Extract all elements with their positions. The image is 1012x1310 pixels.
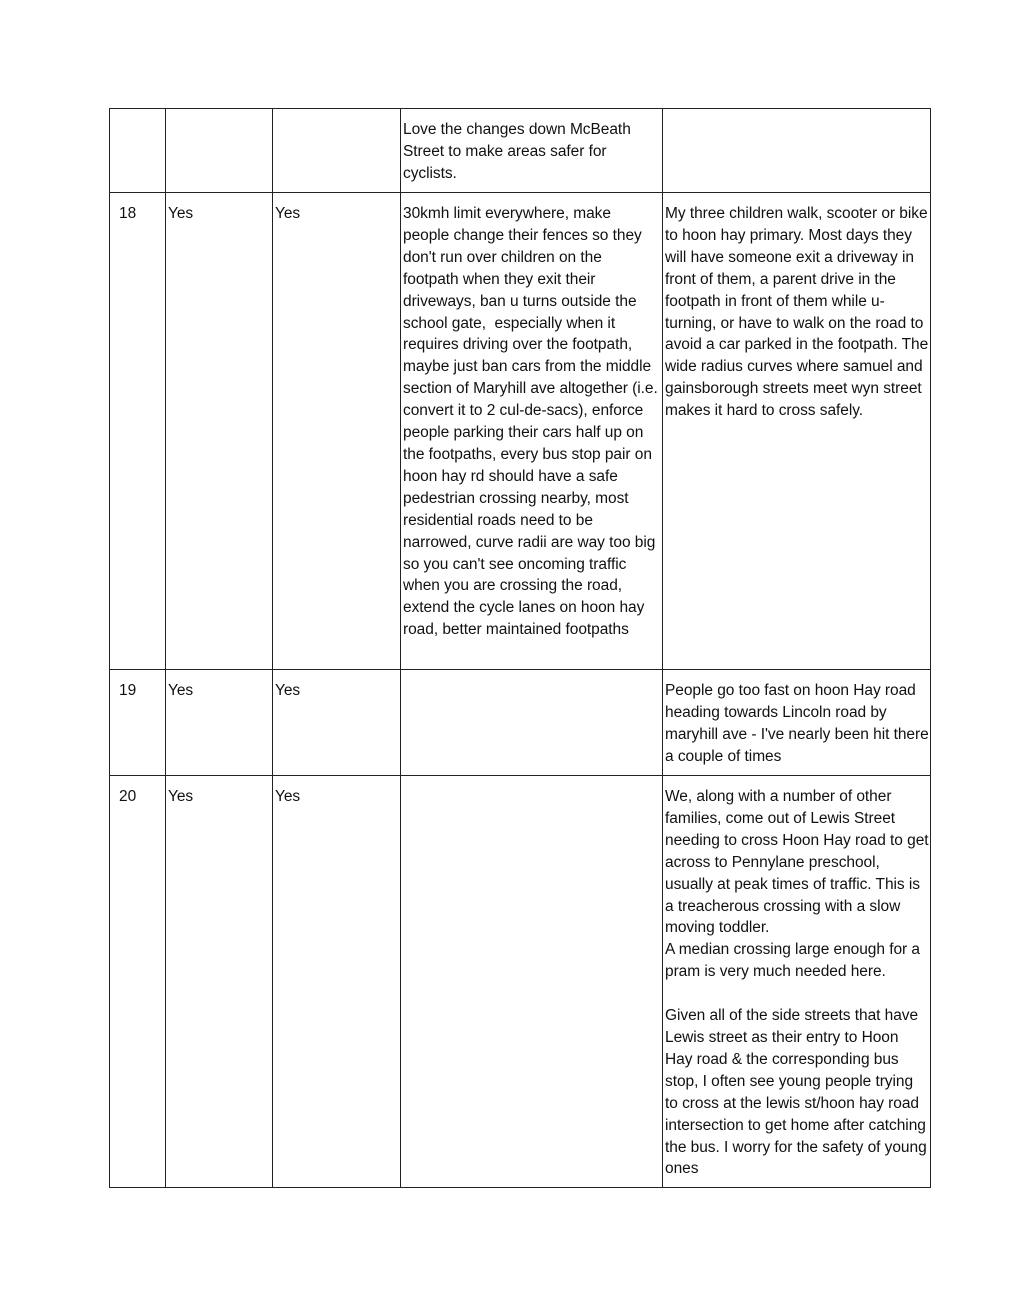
answer-a-cell: Yes (166, 776, 273, 1188)
answer-a-cell (166, 109, 273, 193)
suggestion-cell: Love the changes down McBeath Street to make areas safer for cyclists. (401, 109, 663, 193)
comment-cell: We, along with a number of other families, come out of Lewis Street needing to cross Hoon Hay road to get across to Pennylane preschool, usually at peak times of traffic. This is a treacherous crossing with a slow moving toddler. A median crossing large enough for a pram is very much needed here. Given all of the side streets that have Lewis street as their entry to Hoon Hay road & the corresponding bus stop, I often see young people trying to cross at the lewis st/hoon hay road intersection to get home after catching the bus. I worry for the safety of young ones (663, 776, 931, 1188)
answer-a-cell: Yes (166, 193, 273, 670)
row-number-cell: 20 (110, 776, 166, 1188)
row-number-cell: 19 (110, 670, 166, 776)
answer-b-cell: Yes (273, 776, 401, 1188)
row-number-cell: 18 (110, 193, 166, 670)
table-row (110, 670, 931, 776)
suggestion-cell: 30kmh limit everywhere, make people change their fences so they don't run over children on the footpath when they exit their driveways, ban u turns outside the school gate, especially when it requires driving over the footpath, maybe just ban cars from the middle section of Maryhill ave altogether (i.e. convert it to 2 cul-de-sacs), enforce people parking their cars half up on the footpaths, every bus stop pair on hoon hay rd should have a safe pedestrian crossing nearby, most residential roads need to be narrowed, curve radii are way too big so you can't see oncoming traffic when you are crossing the road, extend the cycle lanes on hoon hay road, better maintained footpaths (401, 193, 663, 670)
table-row (110, 193, 931, 670)
feedback-table (109, 108, 931, 1188)
answer-a-cell: Yes (166, 670, 273, 776)
answer-b-cell: Yes (273, 670, 401, 776)
suggestion-cell (401, 670, 663, 776)
answer-b-cell (273, 109, 401, 193)
suggestion-cell (401, 776, 663, 1188)
table-row (110, 776, 931, 1188)
comment-cell: People go too fast on hoon Hay road heading towards Lincoln road by maryhill ave - I've nearly been hit there a couple of times (663, 670, 931, 776)
table-row (110, 109, 931, 193)
row-number-cell (110, 109, 166, 193)
answer-b-cell: Yes (273, 193, 401, 670)
comment-cell (663, 109, 931, 193)
comment-cell: My three children walk, scooter or bike to hoon hay primary. Most days they will have someone exit a driveway in front of them, a parent drive in the footpath in front of them while u-turning, or have to walk on the road to avoid a car parked in the footpath. The wide radius curves where samuel and gainsborough streets meet wyn street makes it hard to cross safely. (663, 193, 931, 670)
